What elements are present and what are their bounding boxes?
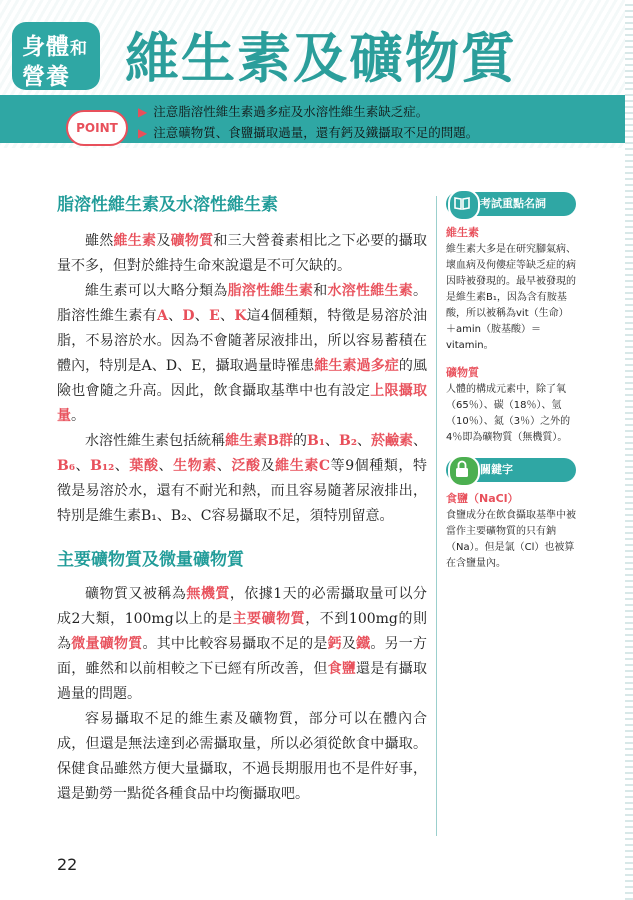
text-run: 礦物質又被稱為 [85, 586, 187, 602]
highlighted-term: 礦物質 [170, 233, 214, 249]
lock-icon [448, 455, 480, 487]
point-text: 注意脂溶性維生素過多症及水溶性維生素缺乏症。 [153, 104, 429, 119]
keyword-header [446, 458, 576, 482]
highlighted-term: 維生素 [113, 233, 157, 249]
body-paragraph [57, 582, 427, 707]
text-run: 、 [194, 308, 210, 324]
keyword-header-label: 關鍵字 [480, 463, 513, 476]
text-run: 、 [324, 433, 340, 449]
text-run: 和 [313, 283, 328, 299]
category-tab [12, 22, 100, 90]
text-run: 還是有攝取過量的問題。 [57, 661, 428, 702]
text-run: 的 [293, 433, 308, 449]
sidebar [446, 192, 576, 572]
highlighted-term: B₁₂ [90, 458, 115, 474]
text-run: 的風險也會隨之升高。因此，飲食攝取基準中也有設定 [57, 358, 427, 399]
terms-header-label: 考試重點名詞 [480, 197, 546, 210]
text-run: 、 [356, 433, 372, 449]
highlighted-term: 泛酸 [231, 458, 261, 474]
body-paragraph [57, 279, 427, 429]
highlighted-term: 鈣 [327, 636, 342, 652]
text-run: 、 [74, 458, 91, 474]
highlighted-term: 維生素C [275, 458, 331, 474]
text-run: ，依據1天的必需攝取量可以分成2大類，100mg以上的是 [57, 586, 427, 627]
highlighted-term: K [234, 308, 247, 324]
main-content [57, 190, 427, 807]
sidebar-divider [436, 196, 437, 836]
highlighted-term: B₂ [339, 433, 357, 449]
highlighted-term: 維生素過多症 [314, 358, 399, 374]
book-icon [448, 189, 480, 221]
text-run: 。其中比較容易攝取不足的是 [142, 636, 328, 652]
triangle-arrow-icon: ▶ [138, 126, 148, 140]
highlighted-term: 葉酸 [129, 458, 159, 474]
highlighted-term: 微量礦物質 [71, 636, 143, 652]
highlighted-term: B₁ [307, 433, 325, 449]
text-run: 水溶性維生素包括統稱 [85, 433, 226, 449]
text-run: 雖然 [85, 233, 114, 249]
text-run: ，不到100mg的則為 [57, 611, 427, 652]
term-body: 人體的構成元素中，除了氧（65％）、碳（18％）、氫（10％）、氮（3％）之外的4％即為礦物質（無機質）。 [446, 384, 571, 443]
highlighted-term: 維生素B群 [225, 433, 293, 449]
text-run: 、 [158, 458, 174, 474]
point-item [138, 122, 628, 143]
highlighted-term: 生物素 [173, 458, 217, 474]
body-paragraph [57, 429, 427, 529]
text-run: 這4個種類，特徵是易溶於油脂，不易溶於水。因為不會隨著尿液排出，所以容易蓄積在體內，特別是A、D、E，攝取過量時罹患 [57, 308, 428, 374]
triangle-arrow-icon: ▶ [138, 105, 148, 119]
text-run: 維生素可以大略分類為 [85, 283, 228, 299]
highlighted-term: B₆ [57, 458, 75, 474]
category-line2: 營養 [22, 64, 70, 90]
text-run: 、 [216, 458, 232, 474]
category-line1-suffix: 和 [70, 39, 88, 59]
text-run: 容易攝取不足的維生素及礦物質，部分可以在體內合成，但還是無法達到必需攝取量，所以必須從飲食中攝取。保健食品雖然方便大量攝取，不過長期服用也不是件好事，還是勤勞一點從各種食品中均衡攝取吧。 [57, 711, 427, 802]
point-badge: POINT [66, 110, 128, 146]
text-run: 及 [341, 636, 357, 652]
text-run: 。脂溶性維生素有 [57, 283, 428, 324]
text-run: 。另一方面，雖然和以前相較之下已經有所改善，但 [57, 636, 428, 677]
text-run: 及 [260, 458, 276, 474]
keyword-body: 食鹽成分在飲食攝取基準中被當作主要礦物質的只有鈉（Na）。但是氯（Cl）也被算在含鹽量內。 [446, 510, 576, 569]
point-item [138, 101, 628, 122]
page-title: 維生素及礦物質 [125, 27, 517, 90]
text-run: 和三大營養素相比之下必要的攝取量不多，但對於維持生命來說還是不可欠缺的。 [57, 233, 428, 274]
text-run: 及 [156, 233, 171, 249]
page-edge-decoration [625, 0, 633, 900]
highlighted-term: E [209, 308, 220, 324]
text-run: 、 [114, 458, 130, 474]
section-heading: 脂溶性維生素及水溶性維生素 [57, 195, 278, 215]
text-run: 、 [167, 308, 183, 324]
highlighted-term: 水溶性維生素 [327, 283, 414, 299]
term-title: 維生素 [446, 226, 479, 239]
highlighted-term: 脂溶性維生素 [227, 283, 314, 299]
highlighted-term: D [182, 308, 195, 324]
point-text: 注意礦物質、食鹽攝取過量，還有鈣及鐵攝取不足的問題。 [153, 125, 479, 140]
term-body: 維生素大多是在研究腳氣病、壞血病及佝僂症等缺乏症的病因時被發現的。最早被發現的是維生素B₁，因為含有胺基酸，所以被稱為vit（生命）＋amin（胺基酸）＝vitamin。 [446, 244, 576, 351]
section-heading: 主要礦物質及微量礦物質 [57, 550, 244, 570]
highlighted-term: 菸鹼素 [371, 433, 414, 449]
page-number: 22 [57, 855, 78, 874]
highlighted-term: 上限攝取量 [57, 383, 428, 424]
point-list [138, 101, 628, 143]
text-run: 等9個種類，特徵是易溶於水，還有不耐光和熱，而且容易隨著尿液排出，特別是維生素B₁、B₂、C容易攝取不足，須特別留意。 [57, 458, 427, 524]
text-run: 、 [413, 433, 428, 449]
header-band [0, 0, 633, 148]
highlighted-term: A [156, 308, 168, 324]
keyword-title: 食鹽（NaCl） [446, 492, 519, 505]
highlighted-term: 無機質 [186, 586, 230, 602]
text-run: 、 [219, 308, 235, 324]
highlighted-term: 食鹽 [327, 661, 357, 677]
body-paragraph [57, 707, 427, 807]
term-title: 礦物質 [446, 366, 479, 379]
category-line1: 身體 [22, 34, 70, 60]
terms-header [446, 192, 576, 216]
highlighted-term: 鐵 [356, 636, 371, 652]
highlighted-term: 主要礦物質 [232, 611, 306, 627]
text-run: 。 [71, 408, 85, 424]
body-paragraph [57, 229, 427, 279]
